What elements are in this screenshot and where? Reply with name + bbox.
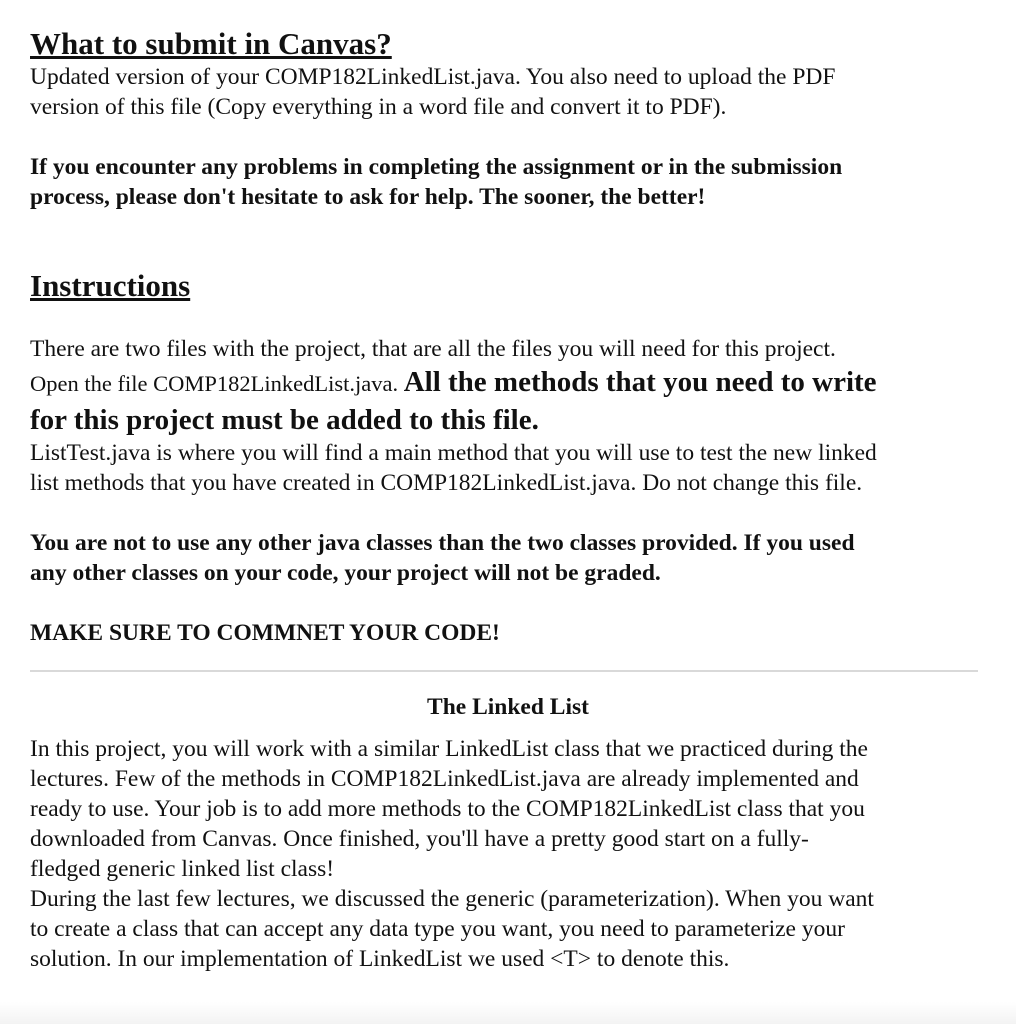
linked-list-line-3: ready to use. Your job is to add more methods to the COMP182LinkedList class that you — [30, 796, 865, 822]
instructions-line-2 — [30, 364, 986, 402]
linked-list-section — [30, 692, 986, 974]
page-bottom-edge — [0, 1002, 1016, 1024]
submit-text-line-1: Updated version of your COMP182LinkedList.java. You also need to upload the PDF — [30, 64, 836, 90]
linked-list-line-7: to create a class that can accept any data type you want, you need to parameterize your — [30, 916, 845, 942]
instructions-line-1: There are two files with the project, that are all the files you will need for this project. — [30, 336, 836, 362]
instructions-line-2-normal: Open the file COMP182LinkedList.java. — [30, 371, 404, 396]
linked-list-line-5: fledged generic linked list class! — [30, 856, 335, 882]
linked-list-line-8: solution. In our implementation of LinkedList we used <T> to denote this. — [30, 946, 730, 972]
linked-list-line-2: lectures. Few of the methods in COMP182LinkedList.java are already implemented and — [30, 766, 859, 792]
instructions-line-4: ListTest.java is where you will find a main method that you will use to test the new linked — [30, 440, 877, 466]
linked-list-line-4: downloaded from Canvas. Once finished, you'll have a pretty good start on a fully- — [30, 826, 809, 852]
instructions-line-3-bold: for this project must be added to this file. — [30, 404, 539, 436]
linked-list-title: The Linked List — [427, 694, 589, 720]
instructions-section — [30, 268, 986, 648]
comment-note: MAKE SURE TO COMMNET YOUR CODE! — [30, 620, 500, 646]
help-note-line-1: If you encounter any problems in completing the assignment or in the submission — [30, 154, 843, 180]
warning-line-1: You are not to use any other java classes than the two classes provided. If you used — [30, 530, 855, 556]
instructions-line-5: list methods that you have created in COMP182LinkedList.java. Do not change this file. — [30, 470, 863, 496]
linked-list-line-1: In this project, you will work with a similar LinkedList class that we practiced during the — [30, 736, 868, 762]
submit-heading: What to submit in Canvas? — [30, 26, 392, 61]
submit-section — [30, 0, 986, 212]
instructions-heading: Instructions — [30, 268, 191, 303]
warning-line-2: any other classes on your code, your project will not be graded. — [30, 560, 661, 586]
submit-text-line-2: version of this file (Copy everything in a word file and convert it to PDF). — [30, 94, 727, 120]
section-divider — [30, 670, 978, 672]
help-note-line-2: process, please don't hesitate to ask for help. The sooner, the better! — [30, 184, 706, 210]
instructions-line-2-bold: All the methods that you need to write — [403, 366, 877, 398]
linked-list-line-6: During the last few lectures, we discussed the generic (parameterization). When you want — [30, 886, 874, 912]
